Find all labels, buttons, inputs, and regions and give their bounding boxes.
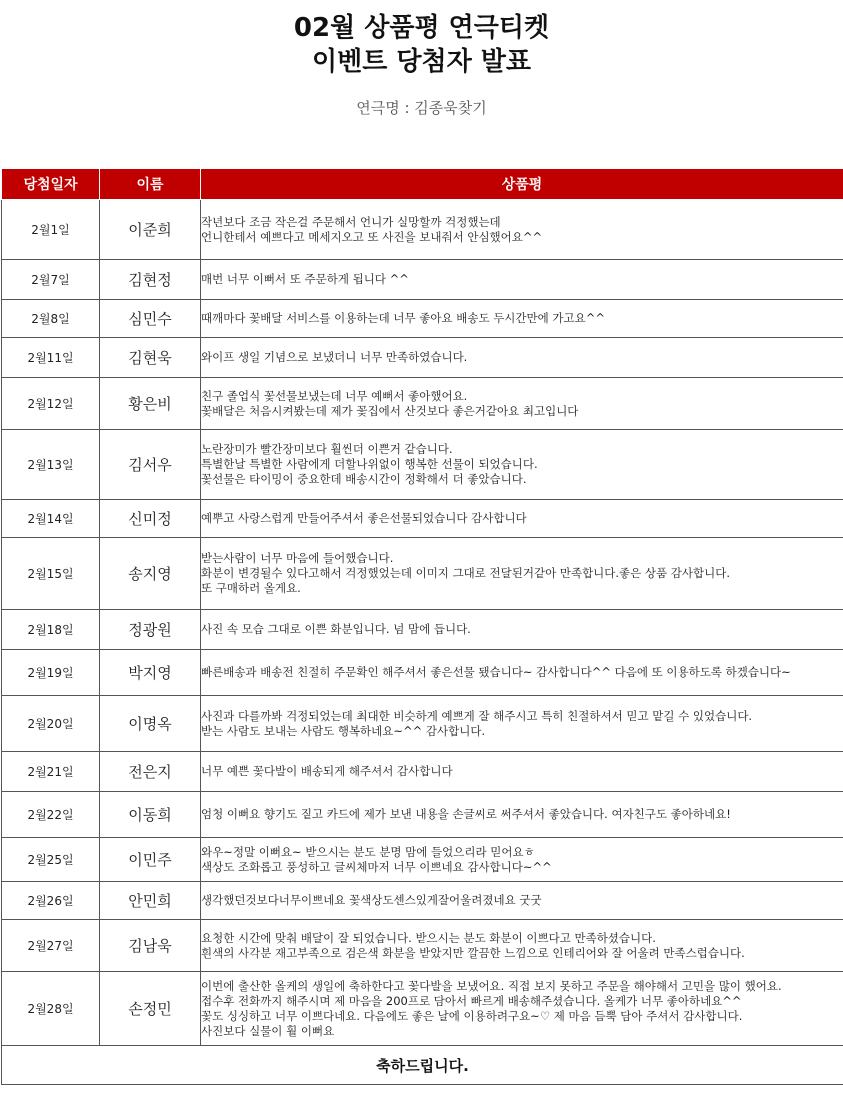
row-review <box>201 838 843 882</box>
table-row <box>2 972 843 1046</box>
row-date: 2월20일 <box>2 696 100 752</box>
row-winner-name: 이동희 <box>100 792 201 838</box>
table-row <box>2 752 843 792</box>
review-line: 사진보다 실물이 훨 이뻐요 <box>201 1023 335 1038</box>
row-winner-name: 박지영 <box>100 650 201 696</box>
table-row <box>2 696 843 752</box>
review-line: 생각했던것보다너무이쁘네요 꽃색상도센스있게잘어울려졌네요 굿굿 <box>201 893 542 907</box>
review-line: 또 구매하러 올게요. <box>201 581 301 595</box>
row-winner-name: 안민희 <box>100 882 201 920</box>
review-line: 친구 졸업식 꽃선물보냈는데 너무 예뻐서 좋아했어요. <box>201 388 468 403</box>
table-row <box>2 838 843 882</box>
review-line: 너무 예쁜 꽃다발이 배송되게 해주셔서 감사합니다 <box>201 764 453 778</box>
row-winner-name: 정광원 <box>100 610 201 650</box>
row-review <box>201 650 843 696</box>
row-date: 2월21일 <box>2 752 100 792</box>
review-line: 꽃도 싱싱하고 너무 이쁘다네요. 다음에도 좋은 날에 이용하려구요~♡ 제 마음 듬뿍 담아 주셔서 감사합니다. <box>201 1008 743 1023</box>
row-date: 2월18일 <box>2 610 100 650</box>
review-line: 노란장미가 빨간장미보다 훨씬더 이쁜거 같습니다. <box>201 442 453 456</box>
review-line: 받는사람이 너무 마음에 들어했습니다. <box>201 551 394 565</box>
row-winner-name: 손정민 <box>100 972 201 1046</box>
table-header-row <box>2 169 843 200</box>
table-body <box>2 200 843 1046</box>
row-date: 2월15일 <box>2 538 100 610</box>
play-name: 연극명 : 김종욱찾기 <box>356 99 487 117</box>
review-line: 와우~정말 이뻐요~ 받으시는 분도 분명 맘에 들었으리라 믿어요ㅎ <box>201 844 535 859</box>
row-winner-name: 전은지 <box>100 752 201 792</box>
table-row <box>2 300 843 338</box>
review-line: 때깨마다 꽃배달 서비스를 이용하는데 너무 좋아요 배송도 두시간만에 가고요^^ <box>201 311 605 325</box>
row-review <box>201 696 843 752</box>
review-line: 작년보다 조금 작은걸 주문해서 언니가 실망할까 걱정했는데 <box>201 214 501 229</box>
row-review <box>201 538 843 610</box>
review-line: 꽃선물은 타이밍이 중요한데 배송시간이 정확해서 더 좋았습니다. <box>201 472 527 486</box>
row-review <box>201 300 843 338</box>
row-date: 2월12일 <box>2 378 100 430</box>
row-review <box>201 920 843 972</box>
review-line: 이번에 출산한 올케의 생일에 축하한다고 꽃다발을 보냈어요. 직접 보지 못하고 주문을 해야해서 고민을 많이 했어요. <box>201 978 782 993</box>
review-line: 언니한테서 예쁘다고 메세지오고 또 사진을 보내줘서 안심했어요^^ <box>201 229 543 244</box>
review-line: 와이프 생일 기념으로 보냈더니 너무 만족하였습니다. <box>201 350 468 364</box>
row-winner-name: 신미정 <box>100 500 201 538</box>
review-line: 사진 속 모습 그대로 이쁜 화분입니다. 넘 맘에 듭니다. <box>201 622 471 636</box>
review-line: 색상도 조화롭고 풍성하고 글씨체마저 너무 이쁘네요 감사합니다~^^ <box>201 859 552 874</box>
table-row <box>2 920 843 972</box>
row-review <box>201 882 843 920</box>
review-line: 요청한 시간에 맞춰 배달이 잘 되었습니다. 받으시는 분도 화분이 이쁘다고 만족하셨습니다. <box>201 930 656 945</box>
row-review <box>201 610 843 650</box>
footer-row <box>2 1046 843 1085</box>
table-row <box>2 538 843 610</box>
row-winner-name: 송지영 <box>100 538 201 610</box>
row-winner-name: 이명옥 <box>100 696 201 752</box>
row-winner-name: 심민수 <box>100 300 201 338</box>
table-row <box>2 500 843 538</box>
row-winner-name: 김남욱 <box>100 920 201 972</box>
row-date: 2월25일 <box>2 838 100 882</box>
review-line: 매번 너무 이뻐서 또 주문하게 됩니다 ^^ <box>201 272 409 286</box>
row-review <box>201 500 843 538</box>
row-review <box>201 792 843 838</box>
row-date: 2월22일 <box>2 792 100 838</box>
row-date: 2월26일 <box>2 882 100 920</box>
table-row <box>2 378 843 430</box>
table-row <box>2 200 843 260</box>
row-date: 2월19일 <box>2 650 100 696</box>
review-line: 꽃배달은 처음시켜봤는데 제가 꽃집에서 산것보다 좋은거같아요 최고입니다 <box>201 403 579 418</box>
table-row <box>2 260 843 300</box>
row-winner-name: 김현욱 <box>100 338 201 378</box>
page-title-line-1: 02월 상품평 연극티켓 <box>293 13 550 43</box>
page-title-line-2: 이벤트 당첨자 발표 <box>311 47 532 77</box>
row-date: 2월27일 <box>2 920 100 972</box>
row-review <box>201 338 843 378</box>
table-row <box>2 792 843 838</box>
row-review <box>201 972 843 1046</box>
review-line: 빠른배송과 배송전 친절히 주문확인 해주셔서 좋은선물 됐습니다~ 감사합니다^^ 다음에 또 이용하도록 하겠습니다~ <box>201 665 791 679</box>
row-winner-name: 황은비 <box>100 378 201 430</box>
row-date: 2월7일 <box>2 260 100 300</box>
table-row <box>2 338 843 378</box>
winners-table <box>1 168 843 1085</box>
row-date: 2월13일 <box>2 430 100 500</box>
row-review <box>201 430 843 500</box>
table-row <box>2 882 843 920</box>
row-review <box>201 260 843 300</box>
table-row <box>2 430 843 500</box>
review-line: 받는 사람도 보내는 사람도 행복하네요~^^ 감사합니다. <box>201 723 486 738</box>
congratulations-text: 축하드립니다. <box>2 1046 843 1085</box>
review-line: 사진과 다를까봐 걱정되었는데 최대한 비슷하게 예쁘게 잘 해주시고 특히 친절하셔서 믿고 맡길 수 있었습니다. <box>201 708 753 723</box>
row-date: 2월8일 <box>2 300 100 338</box>
row-winner-name: 김서우 <box>100 430 201 500</box>
row-date: 2월28일 <box>2 972 100 1046</box>
row-winner-name: 김현정 <box>100 260 201 300</box>
table-row <box>2 650 843 696</box>
row-review <box>201 752 843 792</box>
review-line: 접수후 전화까지 해주시며 제 마음을 200프로 담아서 빠르게 배송해주셨습니다. 올케가 너무 좋아하네요^^ <box>201 993 742 1008</box>
column-header-review: 상품평 <box>201 169 843 200</box>
row-review <box>201 378 843 430</box>
review-line: 흰색의 사각분 재고부족으로 검은색 화분을 받았지만 깔끔한 느낌으로 인테리어와 잘 어울려 만족스럽습니다. <box>201 945 745 960</box>
review-line: 예뿌고 사랑스럽게 만들어주셔서 좋은선물되었습니다 감사합니다 <box>201 511 527 525</box>
row-date: 2월1일 <box>2 200 100 260</box>
table-row <box>2 610 843 650</box>
column-header-name: 이름 <box>100 169 201 200</box>
column-header-date: 당첨일자 <box>2 169 100 200</box>
row-winner-name: 이준희 <box>100 200 201 260</box>
review-line: 엄청 이뻐요 향기도 짙고 카드에 제가 보낸 내용을 손글씨로 써주셔서 좋았습니다. 여자친구도 좋아하네요! <box>201 807 731 821</box>
row-winner-name: 이민주 <box>100 838 201 882</box>
review-line: 화분이 변경될수 있다고해서 걱정했었는데 이미지 그대로 전달된거같아 만족합니다.좋은 상품 감사합니다. <box>201 566 731 580</box>
row-review <box>201 200 843 260</box>
row-date: 2월14일 <box>2 500 100 538</box>
row-date: 2월11일 <box>2 338 100 378</box>
review-line: 특별한날 특별한 사람에게 더할나위없이 행복한 선물이 되었습니다. <box>201 457 538 471</box>
